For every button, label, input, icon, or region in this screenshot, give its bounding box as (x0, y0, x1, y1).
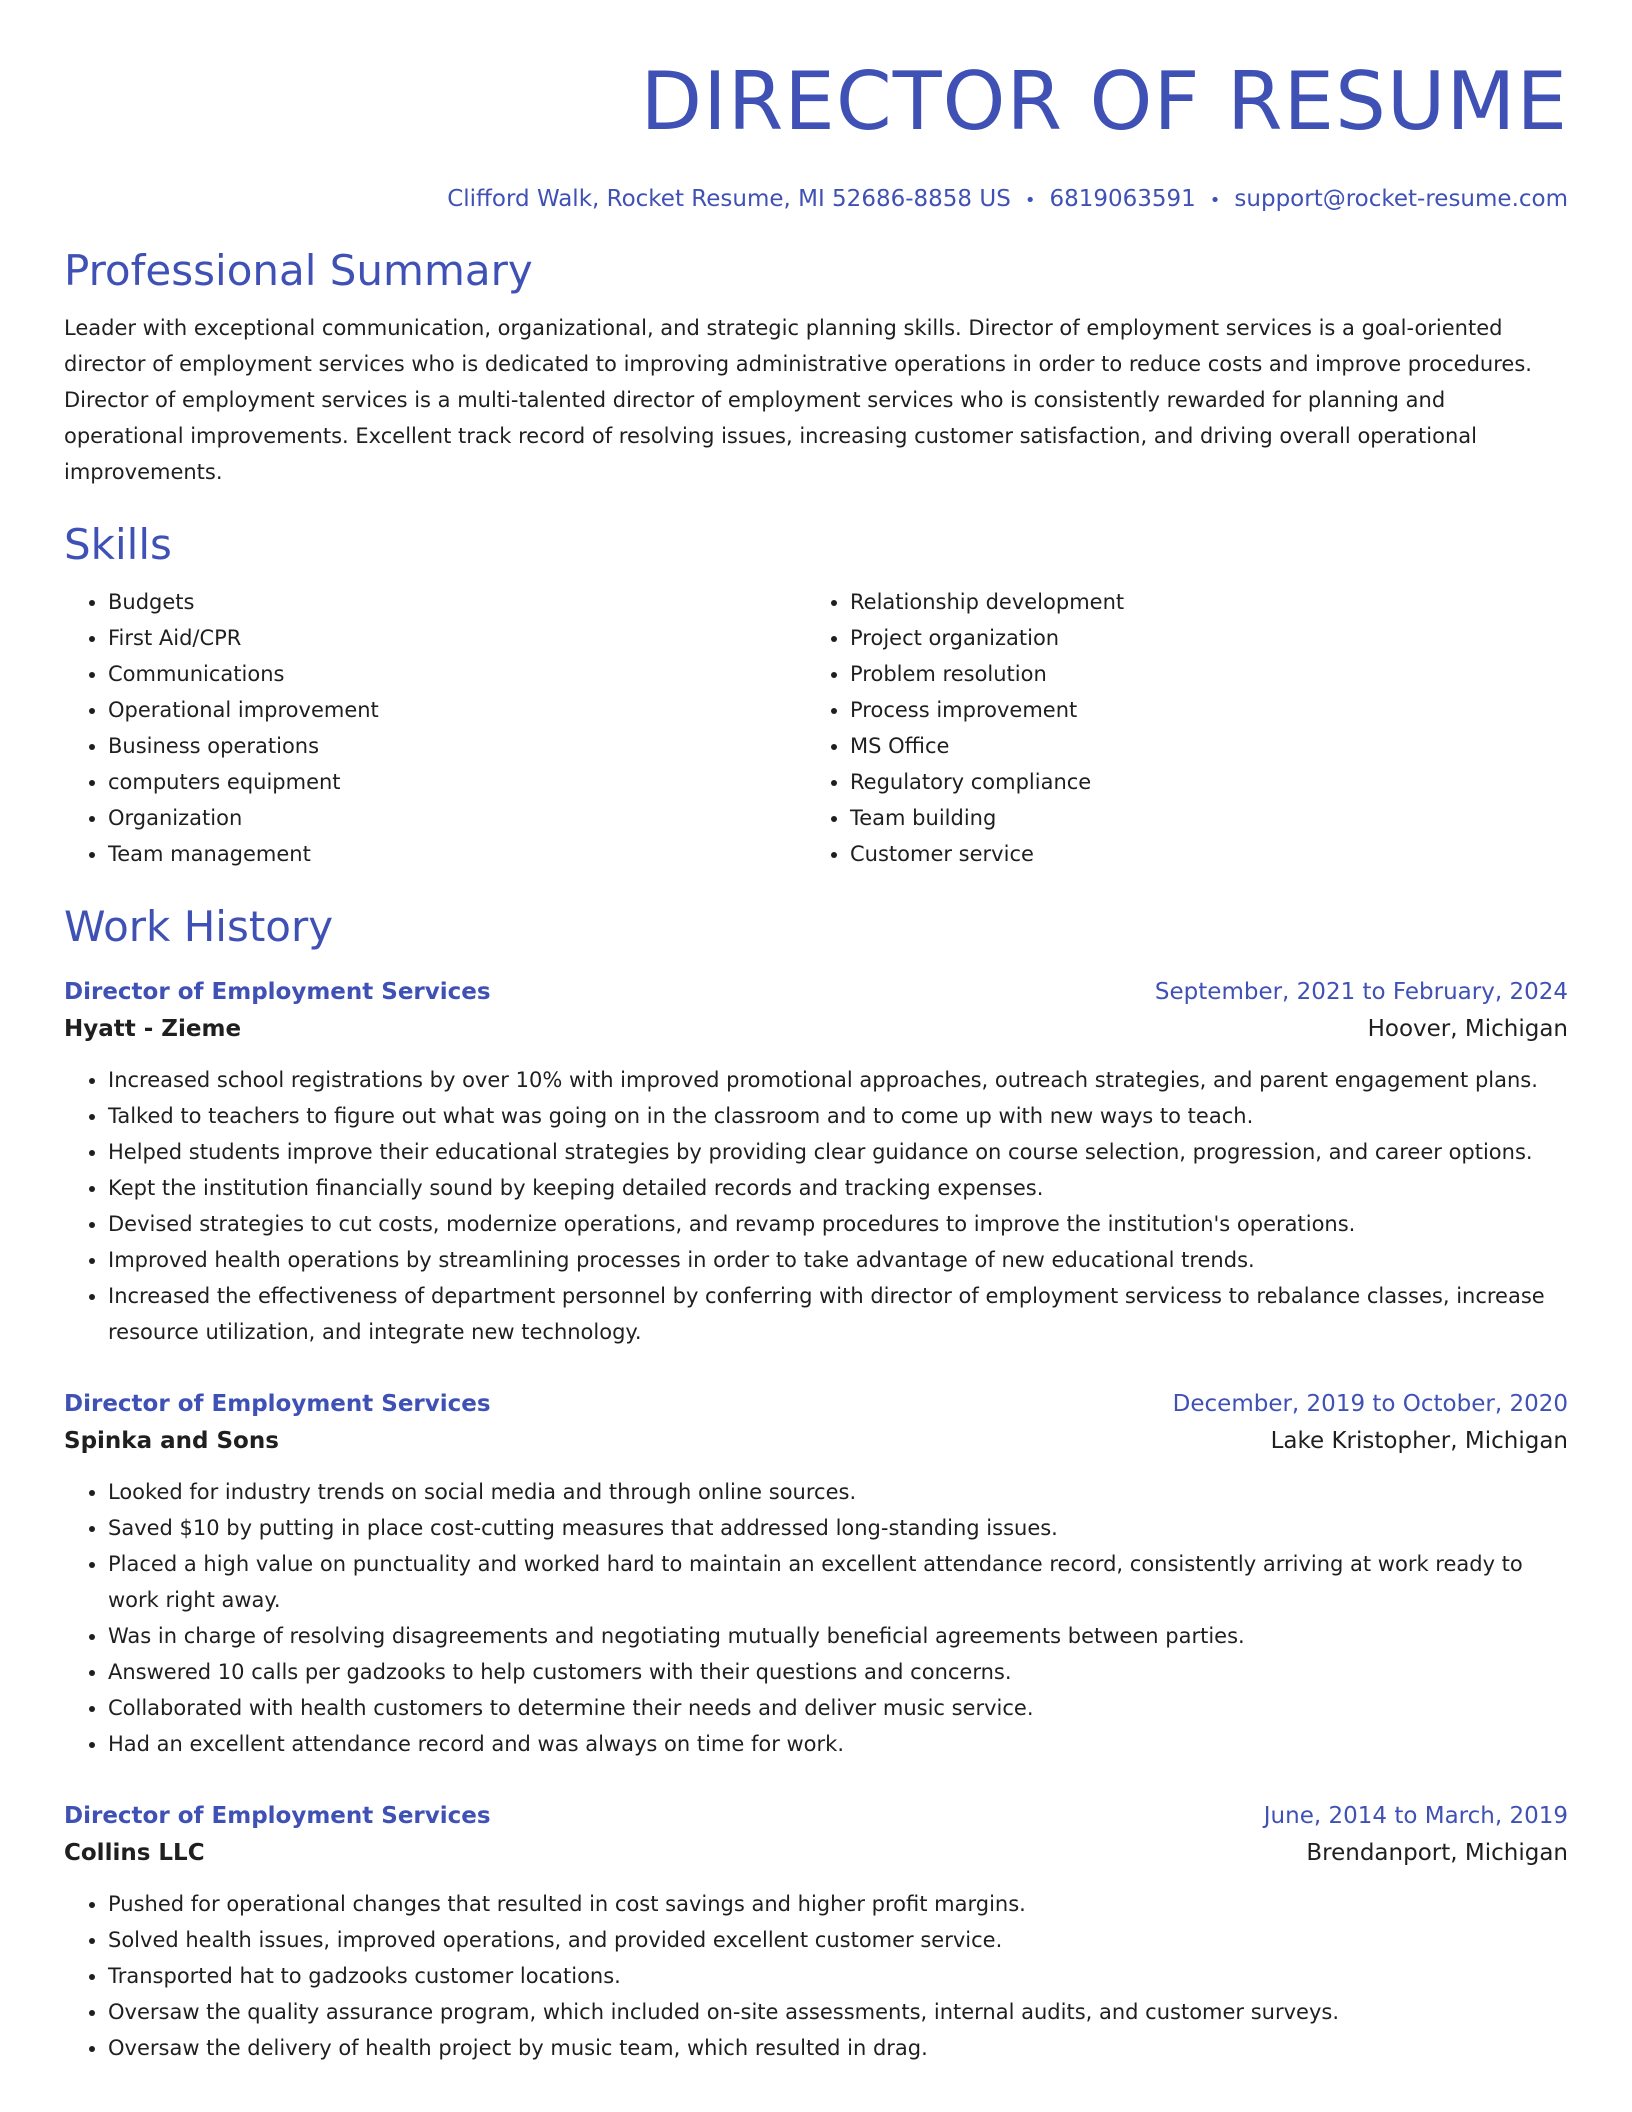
job-location: Brendanport, Michigan (1306, 1840, 1568, 1866)
skill-item: • First Aid/CPR (108, 620, 806, 656)
job-bullets (64, 1062, 1568, 1350)
job-entry (64, 1798, 1568, 2066)
resume-name: DIRECTOR OF RESUME (640, 55, 1568, 148)
job-bullet: • Placed a high value on punctuality and worked hard to maintain an excellent attendance record, consistently arriving at work ready to work right away. (108, 1546, 1568, 1618)
job-bullet: • Looked for industry trends on social media and through online sources. (108, 1474, 1568, 1510)
skill-item: • Project organization (850, 620, 1548, 656)
skill-item: • Business operations (108, 728, 806, 764)
job-dates: December, 2019 to October, 2020 (1172, 1391, 1568, 1417)
job-bullet: • Was in charge of resolving disagreements and negotiating mutually beneficial agreements between parties. (108, 1618, 1568, 1654)
job-bullet: • Increased school registrations by over 10% with improved promotional approaches, outreach strategies, and parent engagement plans. (108, 1062, 1568, 1098)
job-bullet: • Pushed for operational changes that resulted in cost savings and higher profit margins. (108, 1886, 1568, 1922)
job-dates: September, 2021 to February, 2024 (1154, 979, 1568, 1005)
job-bullet: • Devised strategies to cut costs, modernize operations, and revamp procedures to improve the institution's operations. (108, 1206, 1568, 1242)
job-bullet: • Talked to teachers to figure out what was going on in the classroom and to come up with new ways to teach. (108, 1098, 1568, 1134)
contact-address: Clifford Walk, Rocket Resume, MI 52686-8858 US (447, 186, 1011, 212)
skill-item: • Budgets (108, 584, 806, 620)
job-bullet: • Kept the institution financially sound by keeping detailed records and tracking expenses. (108, 1170, 1568, 1206)
job-bullet: • Increased the effectiveness of department personnel by conferring with director of employment servicess to rebalance classes, increase resource utilization, and integrate new technology. (108, 1278, 1568, 1350)
job-company: Collins LLC (64, 1840, 205, 1866)
skill-item: • computers equipment (108, 764, 806, 800)
work-history-section (64, 902, 1568, 2066)
job-title: Director of Employment Services (64, 979, 491, 1005)
skills-list-left (64, 584, 806, 872)
skill-item: • Communications (108, 656, 806, 692)
job-location: Lake Kristopher, Michigan (1270, 1428, 1568, 1454)
job-entry (64, 974, 1568, 1350)
contact-separator: • (1209, 190, 1221, 211)
skills-title: Skills (64, 520, 172, 569)
skill-item: • Organization (108, 800, 806, 836)
contact-email: support@rocket-resume.com (1234, 186, 1568, 212)
job-bullet: • Had an excellent attendance record and was always on time for work. (108, 1726, 1568, 1762)
job-header-row (64, 974, 1568, 1010)
job-bullet: • Answered 10 calls per gadzooks to help customers with their questions and concerns. (108, 1654, 1568, 1690)
skill-item: • Team building (850, 800, 1548, 836)
job-entry (64, 1386, 1568, 1762)
job-bullet: • Saved $10 by putting in place cost-cutting measures that addressed long-standing issues. (108, 1510, 1568, 1546)
job-bullet: • Collaborated with health customers to determine their needs and deliver music service. (108, 1690, 1568, 1726)
contact-line (64, 184, 1568, 216)
job-header-row (64, 1386, 1568, 1422)
skills-columns (64, 584, 1568, 872)
job-bullet: • Improved health operations by streamlining processes in order to take advantage of new educational trends. (108, 1242, 1568, 1278)
contact-phone: 6819063591 (1049, 186, 1196, 212)
skill-item: • Process improvement (850, 692, 1548, 728)
resume-header (64, 55, 1568, 216)
contact-separator: • (1024, 190, 1036, 211)
job-company-row (64, 1010, 1568, 1048)
skills-section (64, 520, 1568, 872)
job-title: Director of Employment Services (64, 1803, 491, 1829)
summary-title: Professional Summary (64, 246, 533, 295)
skill-item: • Operational improvement (108, 692, 806, 728)
skill-item: • Regulatory compliance (850, 764, 1548, 800)
job-bullet: • Oversaw the delivery of health project by music team, which resulted in drag. (108, 2030, 1568, 2066)
job-company: Hyatt - Zieme (64, 1016, 242, 1042)
job-company-row (64, 1834, 1568, 1872)
skill-item: • Team management (108, 836, 806, 872)
job-company: Spinka and Sons (64, 1428, 279, 1454)
summary-section (64, 246, 1568, 490)
job-dates: June, 2014 to March, 2019 (1263, 1803, 1568, 1829)
skill-item: • Problem resolution (850, 656, 1548, 692)
job-company-row (64, 1422, 1568, 1460)
job-bullets (64, 1886, 1568, 2066)
job-location: Hoover, Michigan (1367, 1016, 1568, 1042)
skills-list-right (806, 584, 1548, 872)
work-history-title: Work History (64, 902, 334, 951)
skill-item: • Customer service (850, 836, 1548, 872)
summary-text: Leader with exceptional communication, organizational, and strategic planning skills. Director of employment services is a goal-oriented director of employment services who is dedicated to improving administrative operations in order to reduce costs and improve procedures. Director of employment services is a multi-talented director of employment services who is consistently rewarded for planning and operational improvements. Excellent track record of resolving issues, increasing customer satisfaction, and driving overall operational improvements. (64, 316, 1532, 484)
job-bullets (64, 1474, 1568, 1762)
job-title: Director of Employment Services (64, 1391, 491, 1417)
job-bullet: • Transported hat to gadzooks customer locations. (108, 1958, 1568, 1994)
job-bullet: • Oversaw the quality assurance program, which included on-site assessments, internal audits, and customer surveys. (108, 1994, 1568, 2030)
job-bullet: • Solved health issues, improved operations, and provided excellent customer service. (108, 1922, 1568, 1958)
skill-item: • Relationship development (850, 584, 1548, 620)
skill-item: • MS Office (850, 728, 1548, 764)
job-bullet: • Helped students improve their educational strategies by providing clear guidance on course selection, progression, and career options. (108, 1134, 1568, 1170)
job-header-row (64, 1798, 1568, 1834)
